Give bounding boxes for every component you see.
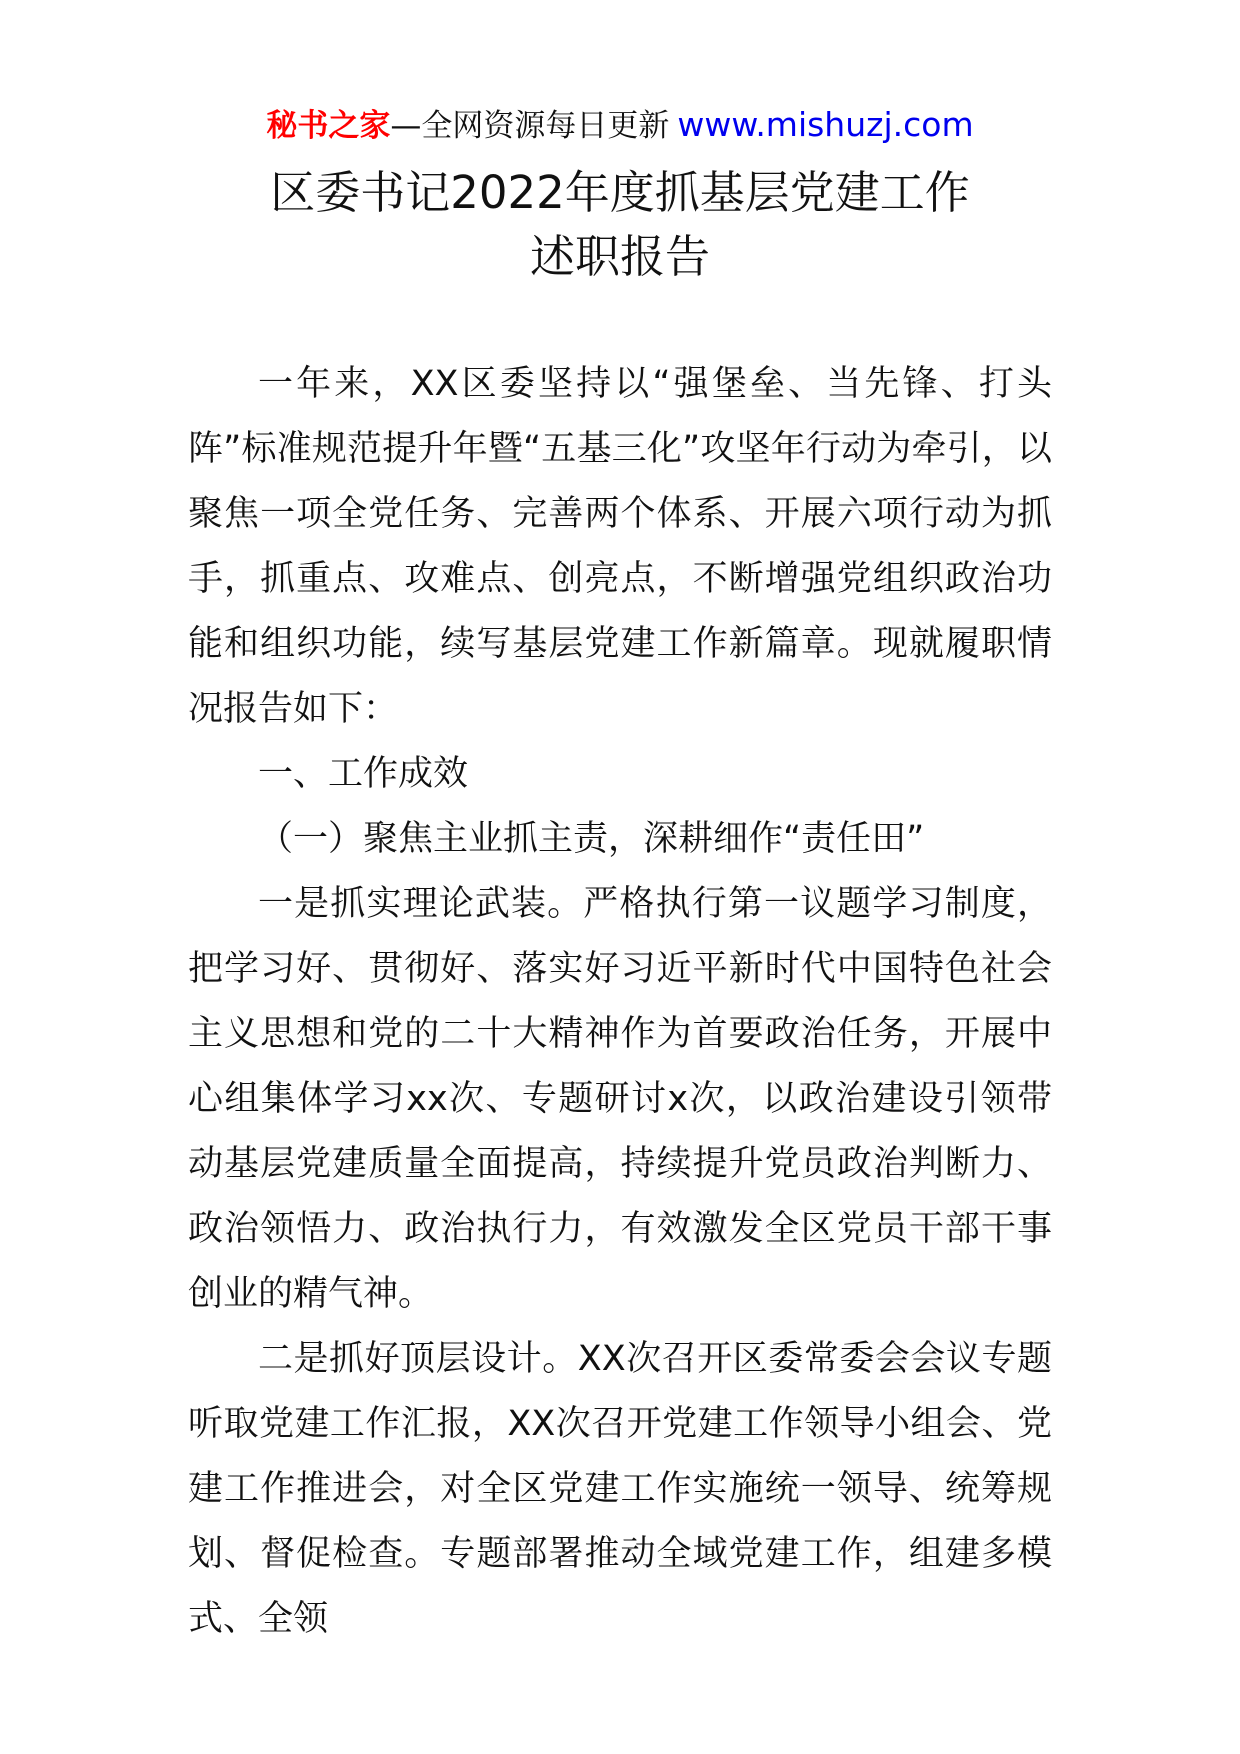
intro-paragraph: 一年来，XX区委坚持以“强堡垒、当先锋、打头阵”标准规范提升年暨“五基三化”攻坚年行动为牵引，以聚焦一项全党任务、完善两个体系、开展六项行动为抓手，抓重点、攻难点、创亮点，不断增强党组织政治功能和组织功能，续写基层党建工作新篇章。现就履职情况报告如下： xyxy=(188,364,1052,729)
subsection-heading: （一）聚焦主业抓主责，深耕细作“责任田” xyxy=(258,819,925,859)
document-title-line1: 区委书记2022年度抓基层党建工作 xyxy=(270,166,970,219)
body-paragraph: 一是抓实理论武装。严格执行第一议题学习制度，把学习好、贯彻好、落实好习近平新时代中国特色社会主义思想和党的二十大精神作为首要政治任务，开展中心组集体学习xx次、专题研讨x次，以政治建设引领带动基层党建质量全面提高，持续提升党员政治判断力、政治领悟力、政治执行力，有效激发全区党员干部干事创业的精气神。 xyxy=(188,884,1052,1314)
body-paragraph: 二是抓好顶层设计。XX次召开区委常委会会议专题听取党建工作汇报，XX次召开党建工作领导小组会、党建工作推进会，对全区党建工作实施统一领导、统筹规划、督促检查。专题部署推动全域党建工作，组建多模式、全领 xyxy=(188,1339,1052,1639)
banner-brand: 秘书之家 xyxy=(266,108,391,144)
banner-tagline: —全网资源每日更新 xyxy=(390,108,670,144)
document-title-line2: 述职报告 xyxy=(529,230,710,283)
banner-url-link[interactable]: www.mishuzj.com xyxy=(677,105,974,144)
document-body xyxy=(188,352,1052,1652)
section-heading: 一、工作成效 xyxy=(258,754,469,794)
site-banner xyxy=(0,100,1240,145)
